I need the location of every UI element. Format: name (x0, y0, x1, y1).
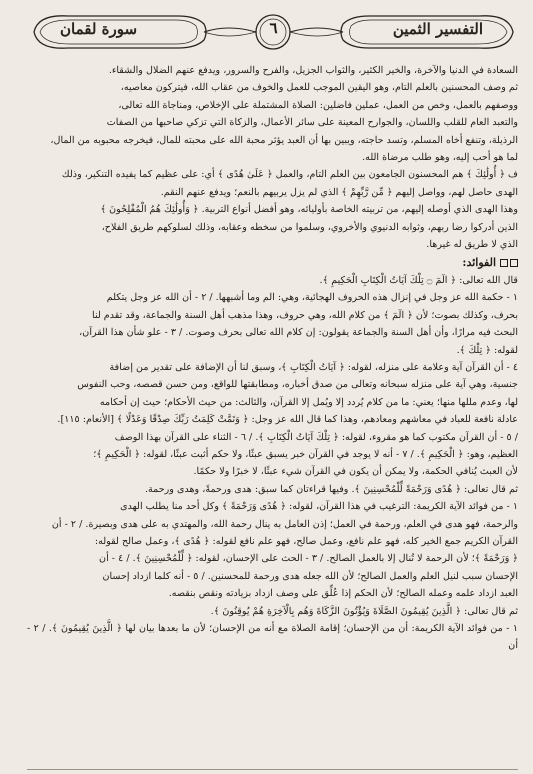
text-line: ثم قال تعالى: ﴿ الَّذِينَ يُقِيمُونَ الصَّلَاةَ وَيُؤْتُونَ الزَّكَاةَ وَهُم بِالْآخِرَةِ هُمْ يُوقِنُونَ ﴾. (210, 605, 518, 617)
text-line: العظيم، وهو: ﴿ الْحَكِيمِ ﴾. / ٧ - أنه لا يوجد في القرآن خبر يسبق عبثًا، ولا حكم أثبت عبثًا، لقوله: ﴿ الْحَكِيمِ ﴾؛ (93, 448, 518, 460)
text-line: لها، وعدم مللها منها؛ يعني: ما من كلام يُردد إلا ويُمل إلا القرآن، والثالث: من حيث الأحكام؛ حيث إن أحكامه (99, 396, 518, 408)
text-line: السعادة في الدنيا والآخرة، والخير الكثير، والثواب الجزيل، والفرح والسرور، ويدفع عنهم الضلال والشقاء. (108, 65, 518, 76)
text-line: جنسية، وهي آية على منزله سبحانه وتعالى من صدق أخباره، ومطابقتها للواقع، ومن حسن قصصه، وحب النفوس (77, 379, 518, 391)
text-line: القرآن الكريم جمع الخير كله، فهو علم نافع، وعمل صالح، فهو علم نافع لقوله: ﴿ هُدًى ﴾، وعمل صالح لقوله: (94, 535, 518, 547)
book-title: التفسير الثمين (392, 20, 483, 38)
text-line: ثم وصف المحسنين بالعلم التام، وهو اليقين الموجب للعمل والخوف من عقاب الله، فيتركون معاصيه، (120, 82, 518, 94)
text-line: والتعبد العام للقلب واللسان، والجوارح المعينة على سائر الأعمال، والزكاة التي تزكي صاحبها من الصفات (106, 117, 518, 129)
bottom-divider (27, 769, 518, 770)
text-line: لأن العبث يُنافي الحكمة، ولا يمكن أن يكون في القرآن شيء عبثًا، لا خبرًا ولا حكمًا. (193, 466, 518, 478)
text-line: قال الله تعالى: ﴿ الٓمٓ ۝ تِلْكَ آيَاتُ الْكِتَابِ الْحَكِيمِ ﴾. (319, 274, 518, 286)
square-bullets-icon (500, 259, 518, 267)
text-line: بحرف، وكذلك بصوت؛ لأن ﴿ الٓمٓ ﴾ من كلام الله، وهي حروف، وهذا مذهب أهل السنة والجماعة، وقد تقدم لنا (92, 309, 518, 321)
text-line: ١ - من فوائد الآية الكريمة: أن من الإحسان؛ إقامة الصلاة مع أنه من الإحسان؛ لأن ما بعدها بيان لها ﴿ الَّذِينَ يُقِيمُونَ ﴾. / ٢ - أن (27, 623, 518, 652)
text-line: لقوله: ﴿ تِلْكَ ﴾. (456, 344, 518, 356)
page-header (28, 6, 519, 58)
page-body (27, 62, 518, 655)
text-line: ١ - من فوائد الآية الكريمة: الترغيب في هذا القرآن، لقوله: ﴿ هُدًى وَرَحْمَةً ﴾ وكل أحد منا يطلب الهدى (120, 501, 518, 513)
text-line: ١ - حكمة الله عز وجل في إنزال هذه الحروف الهجائية، وهي: الم وما أشبهها. / ٢ - أن الله عز وجل يتكلم (106, 292, 518, 304)
text-line: الذي لا طريق له غيرها. (426, 239, 518, 251)
text-line: الهدى حاصل لهم، وواصل إليهم ﴿ مِّن رَّبِّهِمْ ﴾ الذي لم يزل يربيهم بالنعم؛ ويدفع عنهم النقم. (160, 186, 518, 198)
text-line: البحث فيه مرارًا، وأن أهل السنة والجماعة يقولون: إن كلام الله تعالى بحرف وصوت. / ٣ - علو شأن هذا القرآن، (79, 327, 518, 339)
text-line: الذين أدركوا رضا ربهم، وثوابه الدنيوي والأخروي، وسلموا من سخطه وعقابه، وذلك لسلوكهم طريق الفلاح، (101, 221, 518, 233)
text-line: الإحسان سبب لنيل العلم والعمل الصالح؛ لأن الله جعله هدى ورحمة للمحسنين. / ٥ - أنه كلما ازداد إحسان (102, 570, 518, 582)
section-heading (27, 254, 518, 271)
surah-title: سورة لقمان (60, 20, 138, 38)
text-line: ﴿ وَرَحْمَةً ﴾؛ لأن الرحمة لا تُنال إلا بالعمل الصالح. / ٣ - الحث على الإحسان، لقوله: ﴿ لِّلْمُحْسِنِينَ ﴾. / ٤ - أن (99, 553, 518, 565)
text-line: والرحمة، فهو هدى في العلم، ورحمة في العمل؛ إذن العامل به ينال رحمة الله، والمهتدي به على هدى وبصيرة. / ٢ - أن (51, 518, 518, 530)
section-heading-label: الفوائد: (462, 256, 496, 270)
text-line: ٤ - أن القرآن آية وعلامة على منزله، لقوله: ﴿ آيَاتُ الْكِتَابِ ﴾، وسبق لنا أن الإضافة على تقدير من إضافة (109, 361, 518, 373)
text-line: ف ﴿ أُولَٰئِكَ ﴾ هم المحسنون الجامعون بين العلم التام، والعمل ﴿ عَلَىٰ هُدًى ﴾ أي: على عظيم كما يفيده التنكير، وذلك (61, 169, 518, 181)
text-line: ووصفهم بالعمل، وخص من العمل، عملين فاضلين: الصلاة المشتملة على الإخلاص، ومناجاة الله تعالى، (118, 99, 518, 111)
text-line: وهذا الهدى الذي أوصله إليهم، من تربيته الخاصة بأوليائه، وهو أفضل أنواع التربية. ﴿ وَأُولَٰئِكَ هُمُ الْمُفْلِحُونَ ﴾ (100, 204, 518, 216)
page-number: ٦ (269, 19, 278, 37)
text-line: ثم قال تعالى: ﴿ هُدًى وَرَحْمَةً لِّلْمُحْسِنِينَ ﴾. وفيها قراءتان كما سبق: هدى ورحمةً، وهدى ورحمة. (144, 483, 518, 495)
text-line: الرذيلة، وتنفع أخاه المسلم، وتسد حاجته، ويبين بها أن العبد يؤثر محبة الله على محبته للمال، فيخرجه محبوبه من المال، (50, 134, 518, 146)
text-line: عادلة نافعة للعباد في معاشهم ومعادهم، وهذا كما قال الله عز وجل: ﴿ وَتَمَّتْ كَلِمَتُ رَبِّكَ صِدْقًا وَعَدْلًا ﴾ [الأنعام: ١١٥]. (57, 414, 518, 426)
text-line: / ٥ - أن القرآن مكتوب كما هو مقروء، لقوله: ﴿ تِلْكَ آيَاتُ الْكِتَابِ ﴾. / ٦ - الثناء على القرآن بهذا الوصف (114, 431, 518, 443)
text-line: العبد ازداد علمه وعمله الصالح؛ لأن الحكم إذا عُلِّق على وصف ازداد بزيادته ونقص بنقصه. (168, 588, 518, 600)
text-line: لما هو أحب إليه، وهو طلب مرضاة الله. (362, 152, 518, 164)
